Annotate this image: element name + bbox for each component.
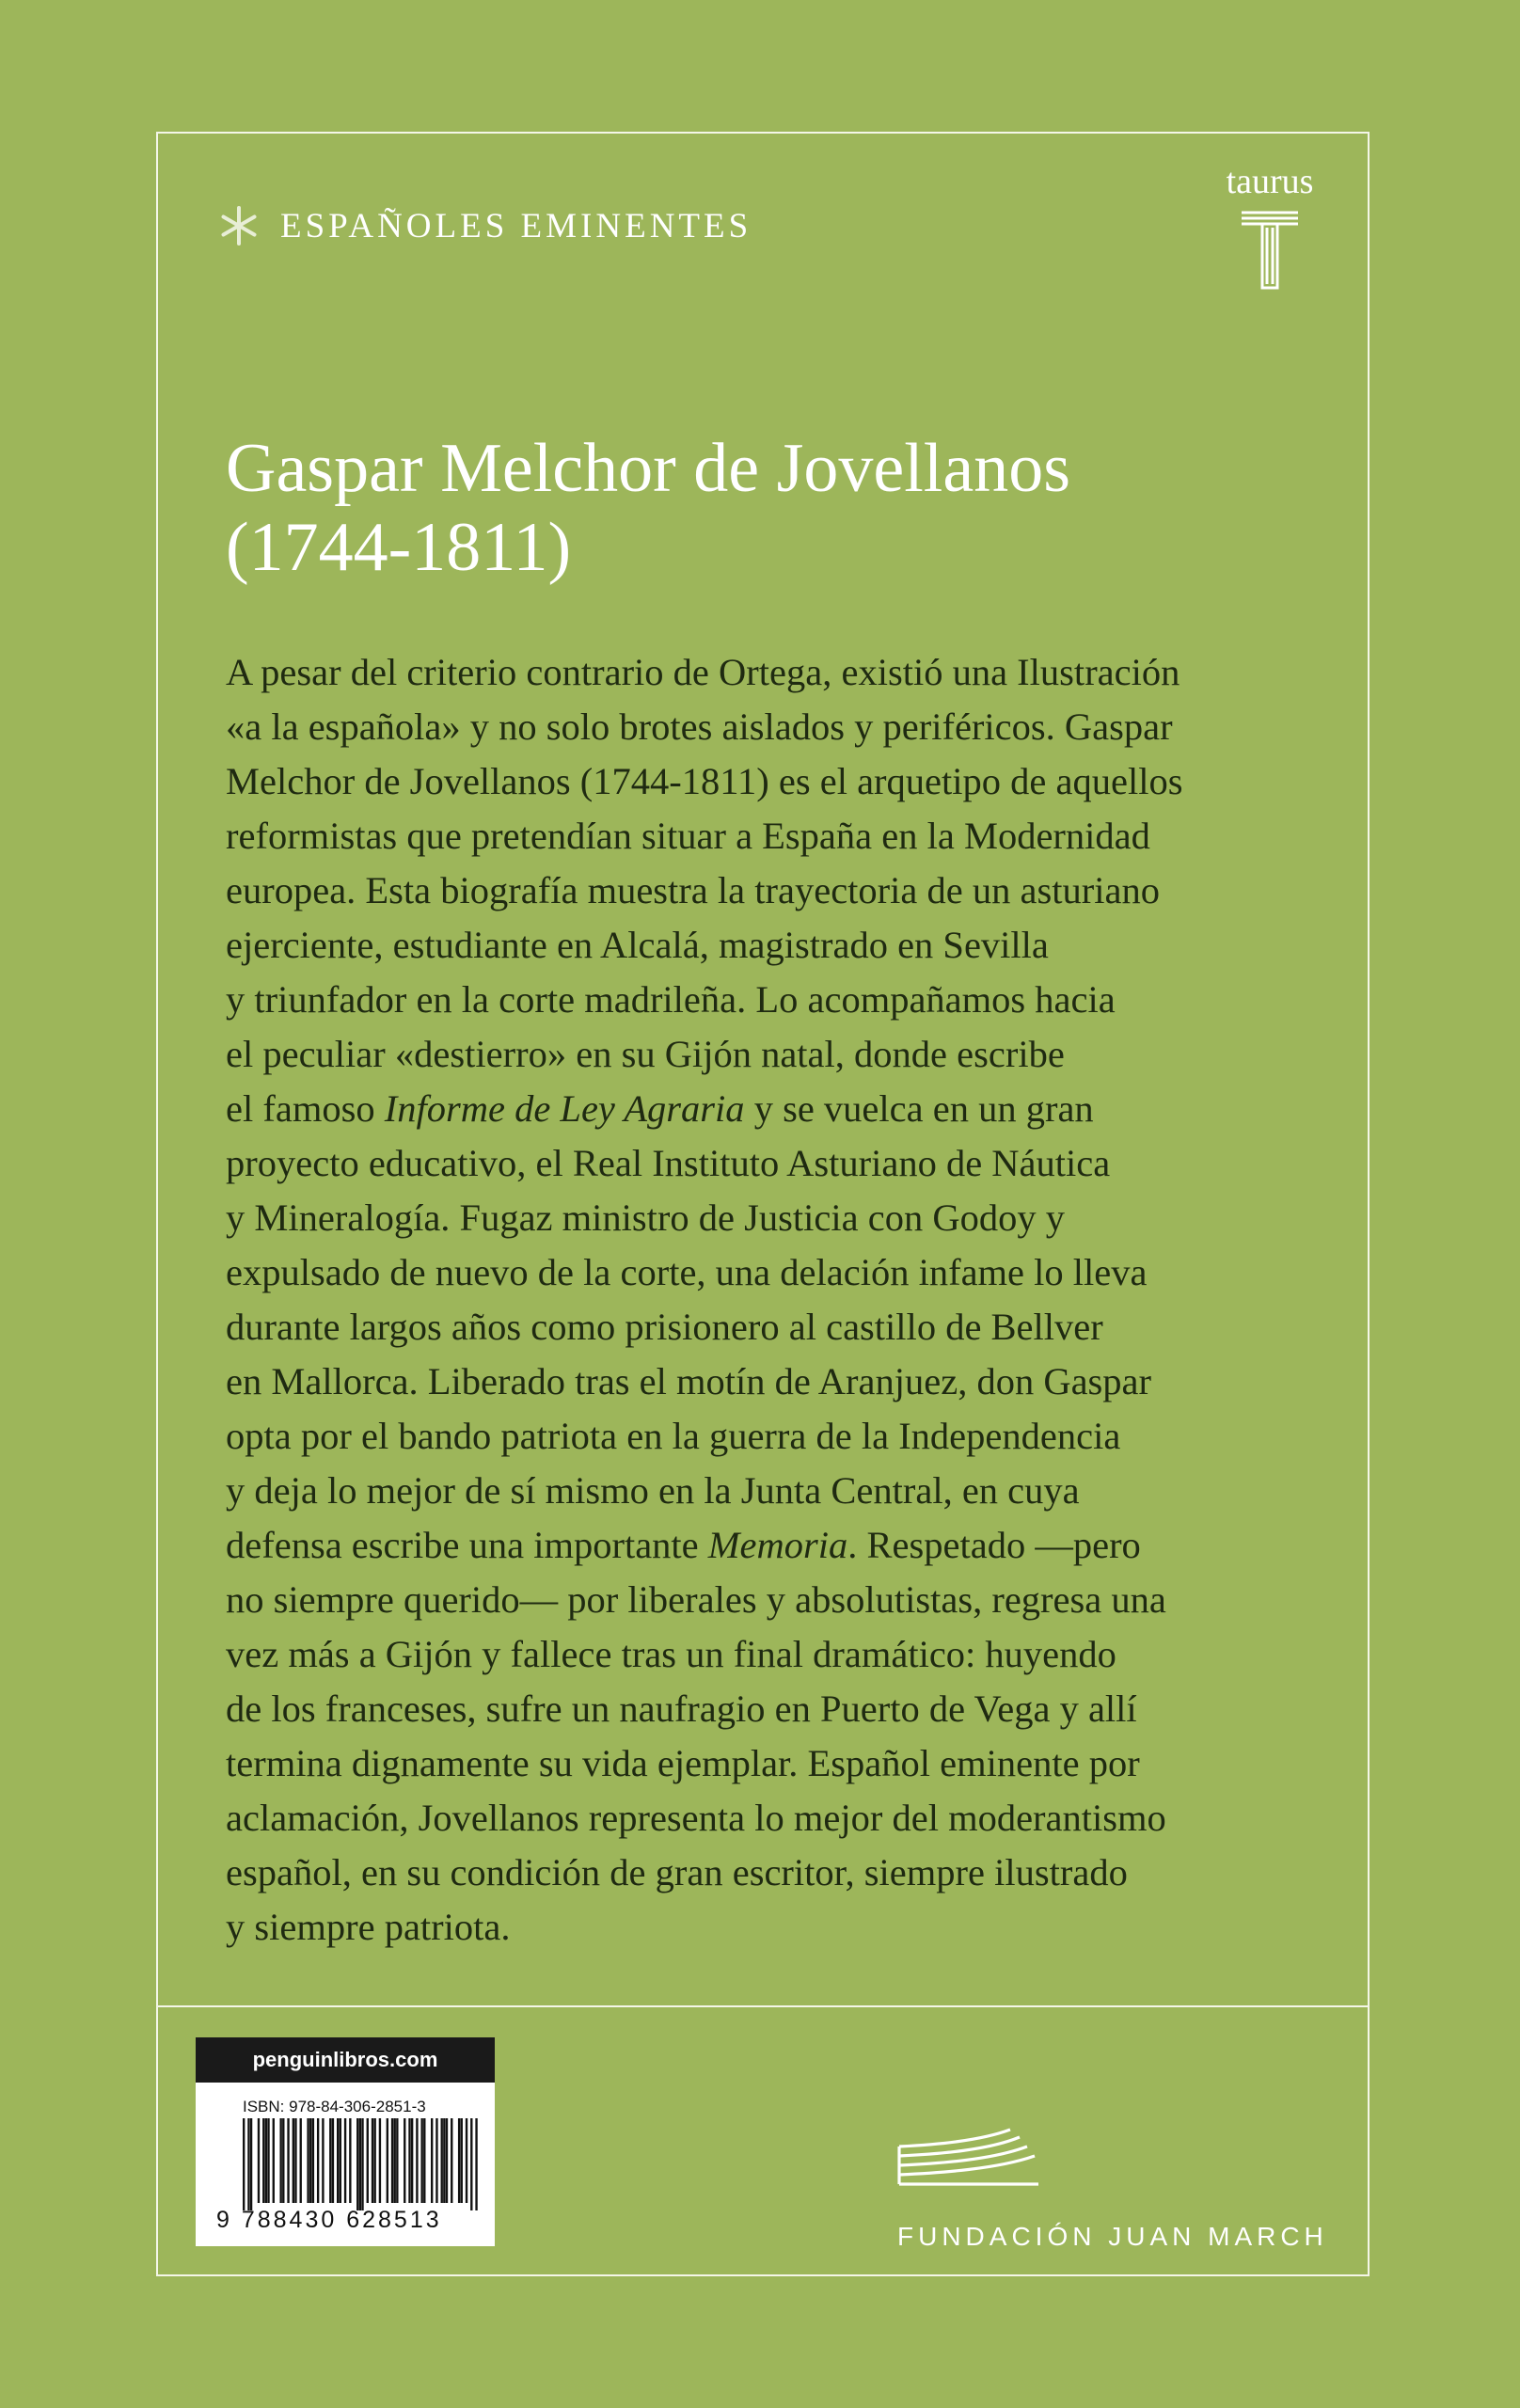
fundacion-juan-march-logo-icon	[894, 2128, 1044, 2186]
synopsis-line	[226, 1736, 1307, 1791]
italic-title: Memoria	[707, 1524, 848, 1566]
publisher-website: penguinlibros.com	[196, 2037, 495, 2083]
title-dates: (1744-1811)	[226, 509, 572, 586]
synopsis-text: el peculiar «destierro» en su Gijón natal, donde escribe	[226, 1033, 1065, 1075]
synopsis-text: y Mineralogía. Fugaz ministro de Justicia con Godoy y	[226, 1196, 1065, 1239]
synopsis-text: . Respetado —pero	[847, 1524, 1141, 1566]
synopsis-line	[226, 1354, 1307, 1409]
publisher-name: taurus	[1226, 162, 1314, 201]
barcode-digits: 9 788430 628513	[216, 2207, 442, 2233]
footer-divider	[156, 2005, 1370, 2007]
series-label: ESPAÑOLES EMINENTES	[280, 206, 752, 246]
publisher-logo	[1210, 164, 1330, 292]
italic-title: Informe de Ley Agraria	[384, 1087, 745, 1130]
synopsis-line	[226, 1245, 1307, 1300]
isbn-label: ISBN: 978-84-306-2851-3	[243, 2098, 426, 2115]
synopsis-line	[226, 1846, 1307, 1900]
synopsis-line	[226, 1682, 1307, 1736]
synopsis-text: expulsado de nuevo de la corte, una delación infame lo lleva	[226, 1251, 1148, 1293]
synopsis-text: el famoso	[226, 1087, 385, 1130]
synopsis-text: proyecto educativo, el Real Instituto Asturiano de Náutica	[226, 1142, 1111, 1184]
synopsis-line	[226, 1627, 1307, 1682]
synopsis-text: defensa escribe una importante	[226, 1524, 708, 1566]
synopsis-text: no siempre querido— por liberales y absolutistas, regresa una	[226, 1578, 1166, 1621]
synopsis-line	[226, 754, 1307, 809]
synopsis-text: de los franceses, sufre un naufragio en Puerto de Vega y allí	[226, 1687, 1137, 1730]
synopsis-line	[226, 1573, 1307, 1627]
synopsis-text: y siempre patriota.	[226, 1906, 511, 1948]
synopsis-text: aclamación, Jovellanos representa lo mejor del moderantismo	[226, 1797, 1166, 1839]
synopsis-text: ejerciente, estudiante en Alcalá, magistrado en Sevilla	[226, 924, 1049, 966]
synopsis-text: Melchor de Jovellanos (1744-1811) es el arquetipo de aquellos	[226, 760, 1183, 802]
synopsis-line	[226, 863, 1307, 918]
asterisk-icon	[218, 205, 260, 246]
foundation-name: FUNDACIÓN JUAN MARCH	[897, 2222, 1328, 2251]
synopsis-text: en Mallorca. Liberado tras el motín de Aranjuez, don Gaspar	[226, 1360, 1152, 1402]
synopsis-line	[226, 1409, 1307, 1464]
synopsis-text: y deja lo mejor de sí mismo en la Junta Central, en cuya	[226, 1469, 1080, 1512]
synopsis-line	[226, 1136, 1307, 1191]
synopsis-text: A pesar del criterio contrario de Ortega, existió una Ilustración	[226, 651, 1180, 693]
synopsis-line	[226, 1027, 1307, 1082]
synopsis-line	[226, 973, 1307, 1027]
synopsis-text: reformistas que pretendían situar a España en la Modernidad	[226, 815, 1150, 857]
taurus-t-logo-icon	[1240, 209, 1300, 292]
synopsis-text: «a la española» y no solo brotes aislados y periféricos. Gaspar	[226, 705, 1173, 748]
synopsis-line	[226, 1300, 1307, 1354]
synopsis-line	[226, 1191, 1307, 1245]
synopsis-line	[226, 918, 1307, 973]
barcode-panel	[196, 2037, 495, 2246]
synopsis-text: y se vuelca en un gran	[744, 1087, 1094, 1130]
synopsis-line	[226, 1518, 1307, 1573]
barcode-icon	[243, 2118, 478, 2210]
synopsis-line	[226, 1082, 1307, 1136]
synopsis-line	[226, 809, 1307, 863]
synopsis-line	[226, 700, 1307, 754]
title-name: Gaspar Melchor de Jovellanos	[226, 430, 1071, 507]
book-title	[226, 429, 1307, 587]
synopsis	[226, 645, 1307, 1955]
synopsis-text: durante largos años como prisionero al castillo de Bellver	[226, 1306, 1103, 1348]
synopsis-line	[226, 1464, 1307, 1518]
synopsis-line	[226, 1900, 1307, 1955]
synopsis-text: opta por el bando patriota en la guerra de la Independencia	[226, 1415, 1121, 1457]
synopsis-text: español, en su condición de gran escritor, siempre ilustrado	[226, 1851, 1128, 1893]
series-header	[218, 205, 752, 246]
synopsis-text: y triunfador en la corte madrileña. Lo acompañamos hacia	[226, 978, 1116, 1021]
synopsis-line	[226, 645, 1307, 700]
synopsis-text: europea. Esta biografía muestra la trayectoria de un asturiano	[226, 869, 1160, 911]
synopsis-text: vez más a Gijón y fallece tras un final dramático: huyendo	[226, 1633, 1116, 1675]
synopsis-line	[226, 1791, 1307, 1846]
synopsis-text: termina dignamente su vida ejemplar. Español eminente por	[226, 1742, 1140, 1784]
